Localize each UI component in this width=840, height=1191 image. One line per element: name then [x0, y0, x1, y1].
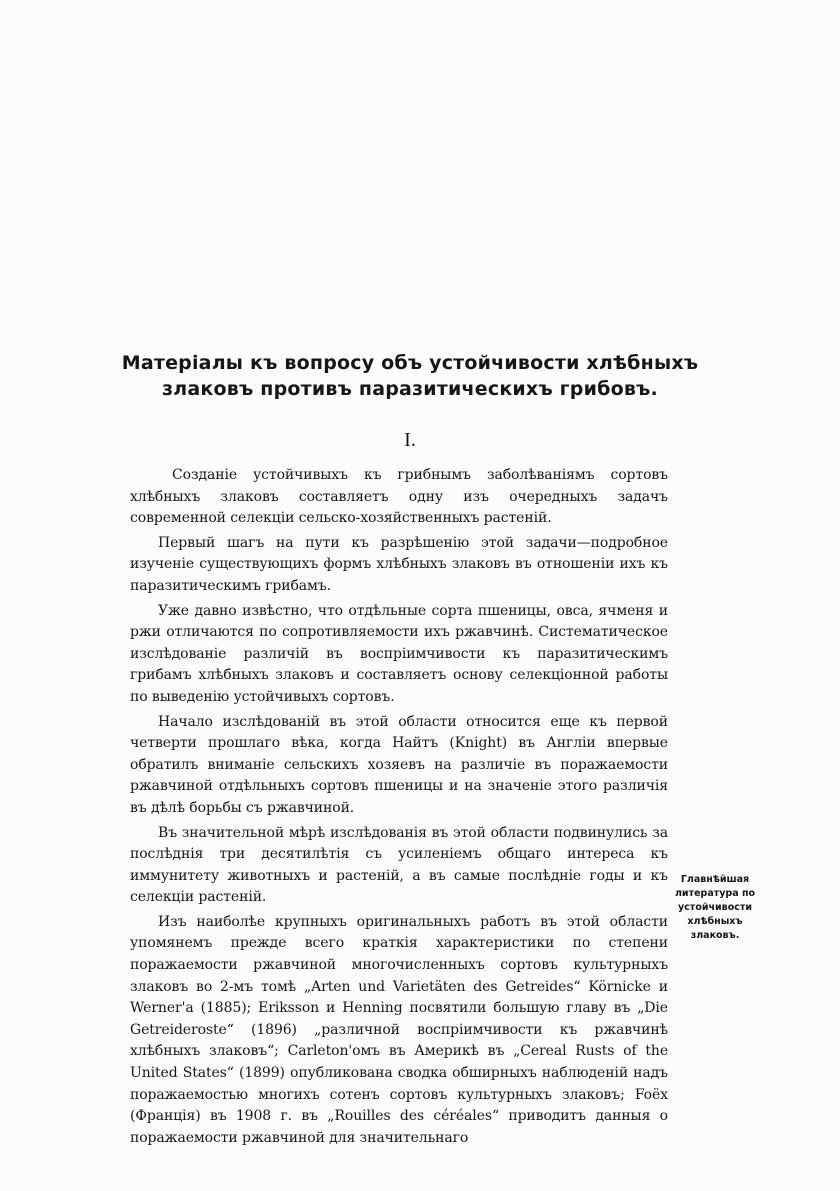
paragraph-1: Созданіе устойчивыхъ къ грибнымъ заболѣваніямъ сортовъ хлѣбныхъ злаковъ составляетъ одну изъ очередныхъ задачъ современной селекціи сельско-хозяйственныхъ растеній.: [130, 467, 668, 527]
margin-note: Главнѣйшая литература по устойчивости хлѣбныхъ злаковъ.: [674, 874, 756, 941]
section-numeral: I.: [404, 429, 416, 451]
paragraph-2: Первый шагъ на пути къ разрѣшенію этой задачи—подробное изученіе существующихъ формъ хлѣбныхъ злаковъ въ отношеніи ихъ къ паразитическимъ грибамъ.: [130, 534, 668, 594]
title-line-2: злаковъ противъ паразитическихъ грибовъ.: [162, 378, 658, 400]
article-title: [110, 350, 710, 402]
body-text: [130, 465, 668, 1152]
paragraph-3: Уже давно извѣстно, что отдѣльные сорта пшеницы, овса, ячменя и ржи отличаются по сопротивляемости ихъ ржавчинѣ. Систематическое изслѣдованіе различій въ воспріимчивости къ паразитическимъ грибамъ хлѣбныхъ злаковъ и составляетъ основу селекціонной работы по выведенію устойчивыхъ сортовъ.: [130, 602, 668, 705]
paragraph-6: Изъ наиболѣе крупныхъ оригинальныхъ работъ въ этой области упомянемъ прежде всего краткія характеристики по степени поражаемости ржавчиной многочисленныхъ сортовъ культурныхъ злаковъ во 2-мъ томѣ „Arten und Varietäten des Getreides“ Körnicke и Werner'a (1885); Eriksson и Henning посвятили большую главу въ „Die Getreideroste“ (1896) „различной воспріимчивости къ ржавчинѣ хлѣбныхъ злаковъ“; Carleton'омъ въ Америкѣ въ „Cereal Rusts of the United States“ (1899) опубликована сводка обширныхъ наблюденій надъ поражаемостью многихъ сотенъ сортовъ культурныхъ злаковъ; Foëx (Франція) въ 1908 г. въ „Rouilles des céréales“ приводитъ данныя о поражаемости ржавчиной для значительнаго: [130, 913, 668, 1146]
title-line-1: Матеріалы къ вопросу объ устойчивости хлѣбныхъ: [121, 352, 699, 374]
paragraph-4: Начало изслѣдованій въ этой области относится еще къ первой четверти прошлаго вѣка, когда Найтъ (Knight) въ Англіи впервые обратилъ вниманіе сельскихъ хозяевъ на различіе въ поражаемости ржавчиной отдѣльныхъ сортовъ пшеницы и на значеніе этого различія въ дѣлѣ борьбы съ ржавчиной.: [130, 713, 668, 816]
paragraph-5: Въ значительной мѣрѣ изслѣдованія въ этой области подвинулись за послѣднія три десятилѣтія съ усиленіемъ общаго интереса къ иммунитету животныхъ и растеній, а въ самые послѣдніе годы и къ селекціи растеній.: [130, 824, 668, 906]
